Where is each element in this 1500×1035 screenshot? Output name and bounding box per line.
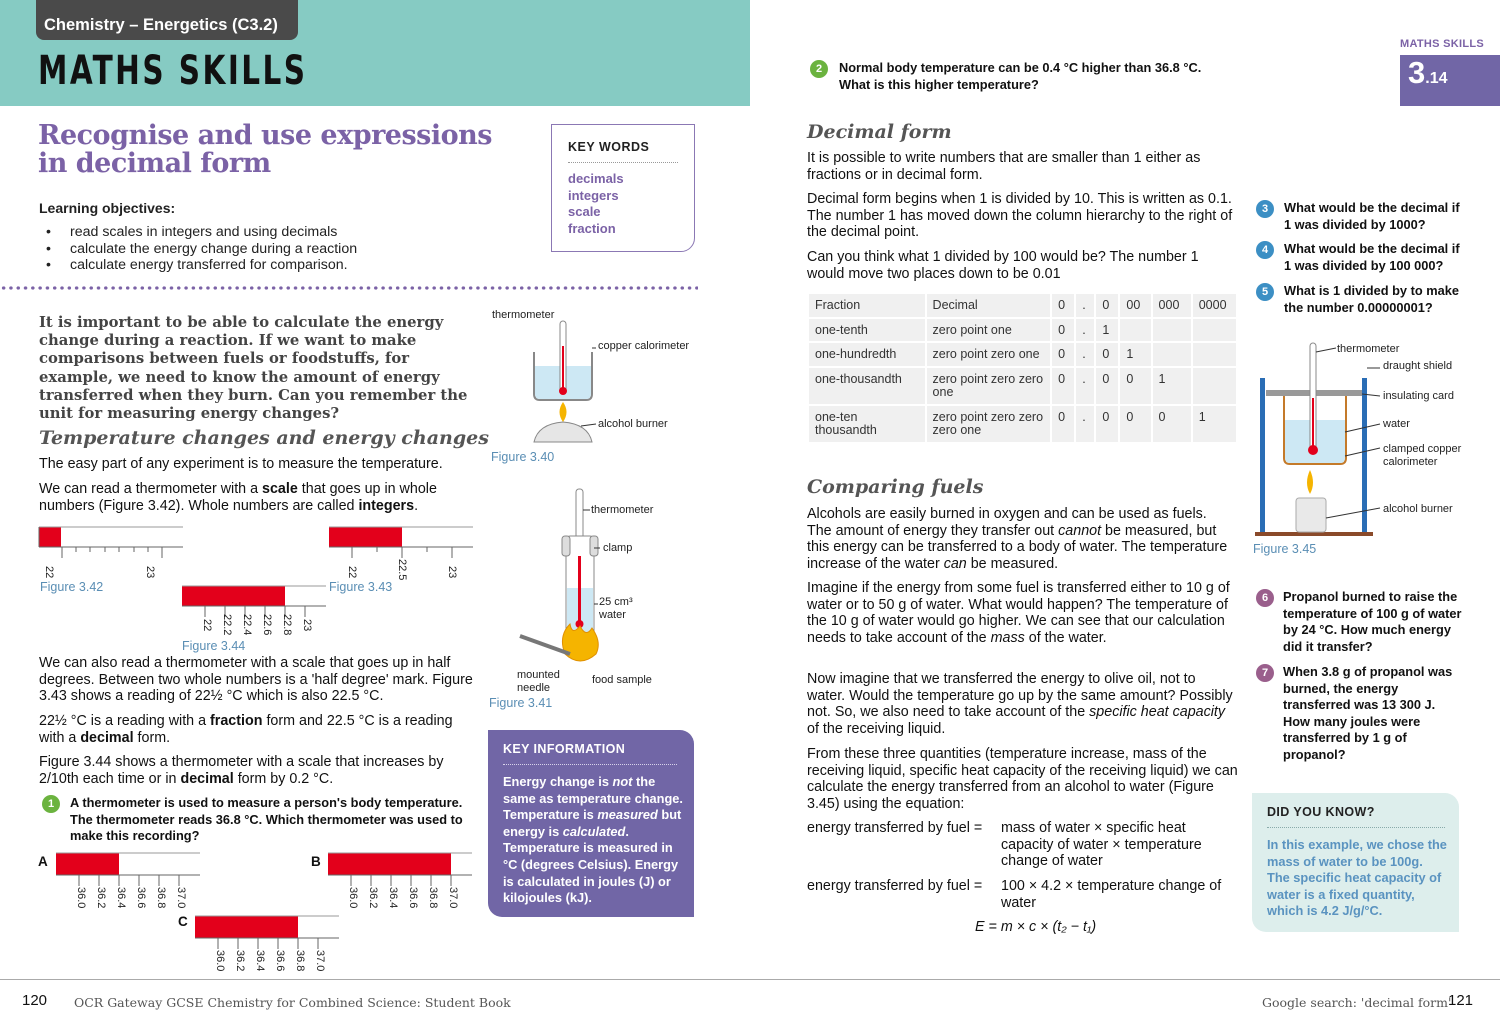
question-number: 2 — [810, 60, 828, 78]
list-item: • calculate energy transferred for comparison. — [46, 257, 357, 274]
tick-label: 36.4 — [115, 887, 127, 909]
paragraph: We can read a thermometer with a scale that goes up in whole numbers (Figure 3.42). Whole numbers are called integers. — [39, 481, 437, 514]
tick-label: 36.0 — [347, 887, 359, 909]
tick-label: 22.8 — [281, 614, 293, 636]
figure-caption: Figure 3.42 — [40, 580, 104, 594]
mercury-bar — [182, 586, 285, 606]
tick-label: 22.2 — [221, 614, 233, 636]
figure-caption: Figure 3.40 — [491, 450, 555, 464]
tick-label: 37.0 — [447, 887, 459, 909]
paragraph: From these three quantities (temperature increase, mass of the receiving liquid, specific heat capacity of the receiving liquid) we can calculate the energy transferred from an alcohol to water (Figure 3.45) using the equation: — [807, 746, 1238, 812]
thermometer-scale-option-c — [194, 915, 344, 953]
option-label: C — [178, 914, 188, 929]
tick-label: 36.2 — [234, 950, 246, 972]
tick-label: 22.6 — [261, 614, 273, 636]
key-word: scale — [568, 204, 601, 219]
mercury-bar — [39, 527, 61, 547]
diagram-label: alcohol burner — [598, 418, 668, 430]
tick-label: 36.2 — [367, 887, 379, 909]
tick-label: 36.8 — [427, 887, 439, 909]
diagram-label: mounted — [517, 669, 560, 681]
paragraph: Imagine if the energy from some fuel is transferred either to 10 g of water or to 50 g of water. What would happen? The temperature of the 10 g of water would go higher. We can see that our calculation needs to take account of the mass of the water. — [807, 580, 1230, 646]
question-number: 1 — [42, 795, 60, 813]
tick-label: 36.4 — [387, 887, 399, 909]
section-heading-decimal-form: Decimal form — [807, 121, 952, 143]
diagram-label: draught shield — [1383, 360, 1453, 372]
tick-label: 22 — [43, 566, 55, 579]
diagram-label: calorimeter — [1383, 456, 1438, 468]
thermometer-scale-figure-3-44 — [181, 585, 331, 623]
question-text: What would be the decimal if 1 was divided by 1000? — [1284, 200, 1460, 232]
equation-symbols: E = m × c × (t₂ − t₁) — [975, 919, 1097, 935]
paragraph: Alcohols are easily burned in oxygen and can be used as fuels. The amount of energy they transfer out cannot be measured, but this energy can be transferred to a body of water. The temperature increase of the water can be measured. — [807, 506, 1228, 572]
tick-label: 36.2 — [95, 887, 107, 909]
learning-objectives-list — [46, 224, 357, 274]
table-row: one-hundredth zero point zero one 0 . 0 1 — [809, 343, 1236, 366]
table-row: one-thousandth zero point zero zero one 0 . 0 0 1 — [809, 368, 1236, 404]
diagram-label: needle — [517, 682, 551, 694]
tick-label: 36.8 — [155, 887, 167, 909]
search-hint: Google search: 'decimal form' — [1262, 995, 1452, 1010]
thermometer-scale-option-b — [327, 852, 477, 890]
thermometer-scale-option-a — [55, 852, 205, 890]
equation-word: mass of water × specific heat capacity of water × temperature change of water — [1001, 820, 1202, 870]
diagram-label: thermometer — [1337, 343, 1400, 355]
question-number: 6 — [1256, 589, 1274, 607]
tick-label: 36.8 — [294, 950, 306, 972]
diagram-label: food sample — [592, 674, 652, 686]
paragraph: Decimal form begins when 1 is divided by 10. This is written as 0.1. The number 1 has moved down the column hierarchy to the right of the decimal point. — [807, 191, 1233, 241]
paragraph: The easy part of any experiment is to measure the temperature. — [39, 456, 443, 472]
did-you-know-text: In this example, we chose the mass of water to be 100g. The specific heat capacity of water is a fixed quantity, which is 4.2 J/g/°C. — [1267, 837, 1447, 919]
equation-label: energy transferred by fuel = — [807, 878, 983, 894]
page-number-right: 121 — [1448, 992, 1474, 1009]
question-text: Normal body temperature can be 0.4 °C higher than 36.8 °C. What is this higher temperature? — [839, 60, 1202, 92]
decimal-table — [807, 292, 1238, 444]
figure-caption: Figure 3.44 — [182, 639, 246, 653]
tick-label: 22.4 — [241, 614, 253, 636]
table-row: one-tenth zero point one 0 . 1 — [809, 319, 1236, 342]
diagram-label: water — [599, 609, 626, 621]
list-item: • read scales in integers and using decimals — [46, 224, 357, 241]
paragraph: Can you think what 1 divided by 100 would be? The number 1 would move two places down to be 0.01 — [807, 249, 1199, 282]
tick-label: 36.6 — [274, 950, 286, 972]
question-number: 7 — [1256, 664, 1274, 682]
section-heading-temperature: Temperature changes and energy changes — [39, 427, 489, 449]
tick-label: 22 — [346, 566, 358, 579]
question-number: 4 — [1256, 241, 1274, 259]
diagram-label: alcohol burner — [1383, 503, 1453, 515]
diagram-label: thermometer — [492, 309, 555, 321]
page-title: MATHS SKILLS — [38, 48, 308, 94]
table-header-row: Fraction Decimal 0 . 0 00 000 0000 — [809, 294, 1236, 317]
calorimeter-diagram-figure-3-40 — [488, 318, 688, 456]
section-heading-comparing-fuels: Comparing fuels — [807, 476, 984, 498]
equation-numbers: 100 × 4.2 × temperature change of water — [1001, 878, 1222, 911]
question-number: 3 — [1256, 200, 1274, 218]
tick-label: 36.4 — [254, 950, 266, 972]
question-text: Propanol burned to raise the temperature of 100 g of water by 24 °C. How much energy did it transfer? — [1283, 589, 1462, 654]
table-row: one-ten thousandth zero point zero zero zero one 0 . 0 0 0 1 — [809, 406, 1236, 442]
key-information-title: KEY INFORMATION — [503, 742, 677, 765]
paragraph: Now imagine that we transferred the energy to olive oil, not to water. Would the temperature go up by the same amount? Possibly not. So, we also need to take account of the specific heat capacity of the receiving liquid. — [807, 671, 1233, 737]
tick-label: 37.0 — [314, 950, 326, 972]
paragraph: It is possible to write numbers that are smaller than 1 either as fractions or in decimal form. — [807, 150, 1201, 183]
book-title: OCR Gateway GCSE Chemistry for Combined Science: Student Book — [74, 995, 511, 1010]
paragraph: 22½ °C is a reading with a fraction form and 22.5 °C is a reading with a decimal form. — [39, 713, 453, 746]
did-you-know-title: DID YOU KNOW? — [1267, 805, 1445, 828]
section-number-box: 3.14 — [1400, 55, 1500, 106]
learning-objectives-title: Learning objectives: — [39, 200, 176, 216]
diagram-label: insulating card — [1383, 390, 1454, 402]
question-text: What is 1 divided by to make the number 0.00000001? — [1284, 283, 1459, 315]
mercury-bar — [329, 527, 402, 547]
key-information-text: Energy change is not the same as temperature change. Temperature is measured but energy is calculated. Temperature is measured in °C (degrees Celsius). Energy is calculated in joules (J) or kilojoules (kJ). — [503, 774, 683, 906]
diagram-label: clamp — [603, 542, 633, 554]
key-word: decimals — [568, 171, 624, 186]
dotted-divider — [0, 285, 698, 291]
list-item: • calculate the energy change during a reaction — [46, 241, 357, 258]
key-words-box — [551, 124, 695, 252]
tick-label: 23 — [446, 566, 458, 579]
paragraph: We can also read a thermometer with a scale that goes up in half degrees. Between two whole numbers is a 'half degree' mark. Figure 3.43 shows a reading of 22½ °C which is also 22.5 °C. — [39, 655, 473, 705]
option-label: A — [38, 854, 48, 869]
tick-label: 36.0 — [75, 887, 87, 909]
thermometer-scale-figure-3-42 — [38, 526, 188, 580]
tick-label: 22.5 — [396, 559, 408, 581]
key-word: fraction — [568, 220, 616, 236]
figure-caption: Figure 3.43 — [329, 580, 393, 594]
footer-divider — [0, 979, 1500, 980]
intro-paragraph: It is important to be able to calculate the energy change during a reaction. If we want to make comparisons between fuels or foodstuffs, for example, we need to know the amount of energy transferred when they burn. Can you remember the unit for measuring energy changes? — [39, 314, 468, 423]
question-text: When 3.8 g of propanol was burned, the energy transferred was 13 300 J. How many joules were transferred by 1 g of propanol? — [1283, 664, 1453, 762]
question-text: A thermometer is used to measure a person's body temperature. The thermometer reads 36.8 °C. Which thermometer was used to make this recording? — [70, 795, 463, 844]
diagram-label: clamped copper — [1383, 443, 1462, 455]
tick-label: 37.0 — [175, 887, 187, 909]
figure-caption: Figure 3.45 — [1253, 542, 1317, 556]
fuel-comparison-diagram-figure-3-45 — [1252, 338, 1382, 542]
chapter-tab: Chemistry – Energetics (C3.2) — [36, 0, 298, 40]
equation-label: energy transferred by fuel = — [807, 820, 983, 836]
key-words-title: KEY WORDS — [568, 140, 678, 163]
tick-label: 36.6 — [407, 887, 419, 909]
diagram-label: water — [1383, 418, 1410, 430]
topic-heading: Recognise and use expressions in decimal form — [38, 120, 492, 179]
question-number: 5 — [1256, 283, 1274, 301]
option-label: B — [311, 854, 321, 869]
diagram-label: copper calorimeter — [598, 340, 690, 352]
question-text: What would be the decimal if 1 was divided by 100 000? — [1284, 241, 1460, 273]
paragraph: Figure 3.44 shows a thermometer with a scale that increases by 2/10th each time or in decimal form by 0.2 °C. — [39, 754, 444, 787]
tick-label: 23 — [301, 619, 313, 632]
section-tag: MATHS SKILLS — [1400, 38, 1485, 50]
page-number-left: 120 — [22, 992, 48, 1009]
diagram-label: 25 cm³ — [599, 596, 633, 608]
figure-caption: Figure 3.41 — [489, 696, 553, 710]
key-word: integers — [568, 187, 619, 203]
tick-label: 36.6 — [135, 887, 147, 909]
did-you-know-box — [1252, 793, 1459, 932]
key-information-box — [488, 730, 694, 917]
tick-label: 23 — [144, 566, 156, 579]
diagram-label: thermometer — [591, 504, 654, 516]
tick-label: 36.0 — [214, 950, 226, 972]
tick-label: 22 — [201, 619, 213, 632]
